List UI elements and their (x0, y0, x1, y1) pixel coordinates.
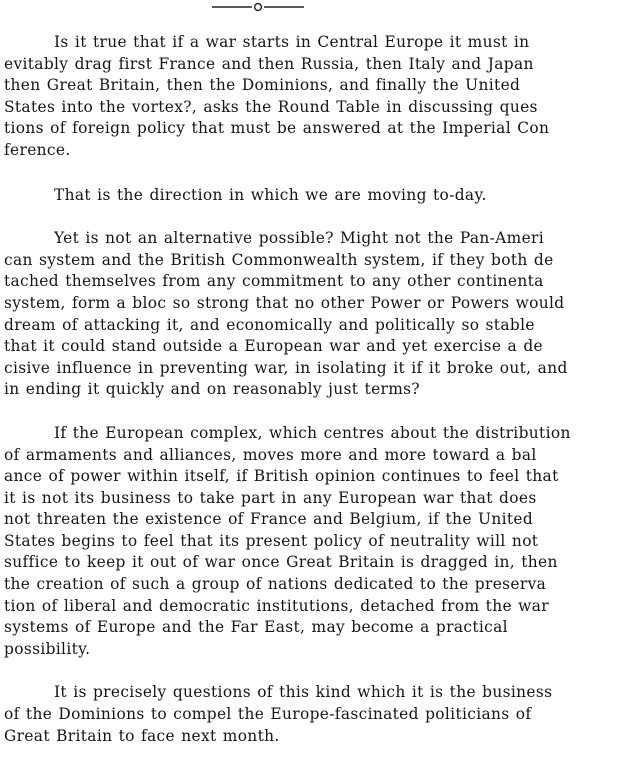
text-line: that it could stand outside a European war and yet exercise a de (4, 337, 543, 356)
text-line: That is the direction in which we are moving to-day. (54, 185, 487, 204)
text-line: States begins to feel that its present policy of neutrality will not (4, 531, 539, 550)
text-line: tion of liberal and democratic institutions, detached from the war (4, 596, 549, 615)
text-line: ference. (4, 140, 71, 159)
text-line: Yet is not an alternative possible? Might not the Pan-Ameri (54, 229, 545, 248)
text-line: it is not its business to take part in any European war that does (4, 488, 537, 507)
paragraph-1 (4, 32, 624, 162)
text-line: If the European complex, which centres about the distribution (54, 423, 571, 442)
text-line: cisive influence in preventing war, in isolating it if it broke out, and (4, 358, 568, 377)
text-line: the creation of such a group of nations dedicated to the preserva (4, 575, 547, 594)
article-text (4, 32, 624, 770)
text-line: can system and the British Commonwealth system, if they both de (4, 250, 554, 269)
text-line: Is it true that if a war starts in Central Europe it must in (54, 33, 530, 51)
text-line: tions of foreign policy that must be answered at the Imperial Con (4, 119, 550, 138)
text-line: ance of power within itself, if British opinion continues to feel that (4, 467, 559, 486)
paragraph-2 (4, 185, 624, 207)
text-line: system, form a bloc so strong that no other Power or Powers would (4, 293, 565, 312)
paragraph-3 (4, 228, 624, 401)
ornament-divider-icon (212, 2, 304, 12)
text-line: tached themselves from any commitment to any other continenta (4, 272, 544, 291)
text-line: of the Dominions to compel the Europe-fascinated politicians of (4, 705, 532, 724)
text-line: It is precisely questions of this kind which it is the business (54, 683, 553, 702)
text-line: evitably drag first France and then Russia, then Italy and Japan (4, 54, 534, 73)
text-line: Great Britain to face next month. (4, 726, 280, 745)
paragraph-5 (4, 682, 624, 747)
text-line: States into the vortex?, asks the Round Table in discussing ques (4, 97, 538, 116)
text-line: in ending it quickly and on reasonably just terms? (4, 380, 421, 399)
paragraph-4 (4, 423, 624, 661)
text-line: then Great Britain, then the Dominions, and finally the United (4, 76, 521, 95)
text-line: of armaments and alliances, moves more and more toward a bal (4, 445, 537, 464)
text-line: dream of attacking it, and economically and politically so stable (4, 315, 535, 334)
text-line: systems of Europe and the Far East, may become a practical (4, 618, 508, 637)
text-line: possibility. (4, 639, 91, 658)
text-line: suffice to keep it out of war once Great Britain is dragged in, then (4, 553, 558, 572)
text-line: not threaten the existence of France and Belgium, if the United (4, 510, 534, 529)
